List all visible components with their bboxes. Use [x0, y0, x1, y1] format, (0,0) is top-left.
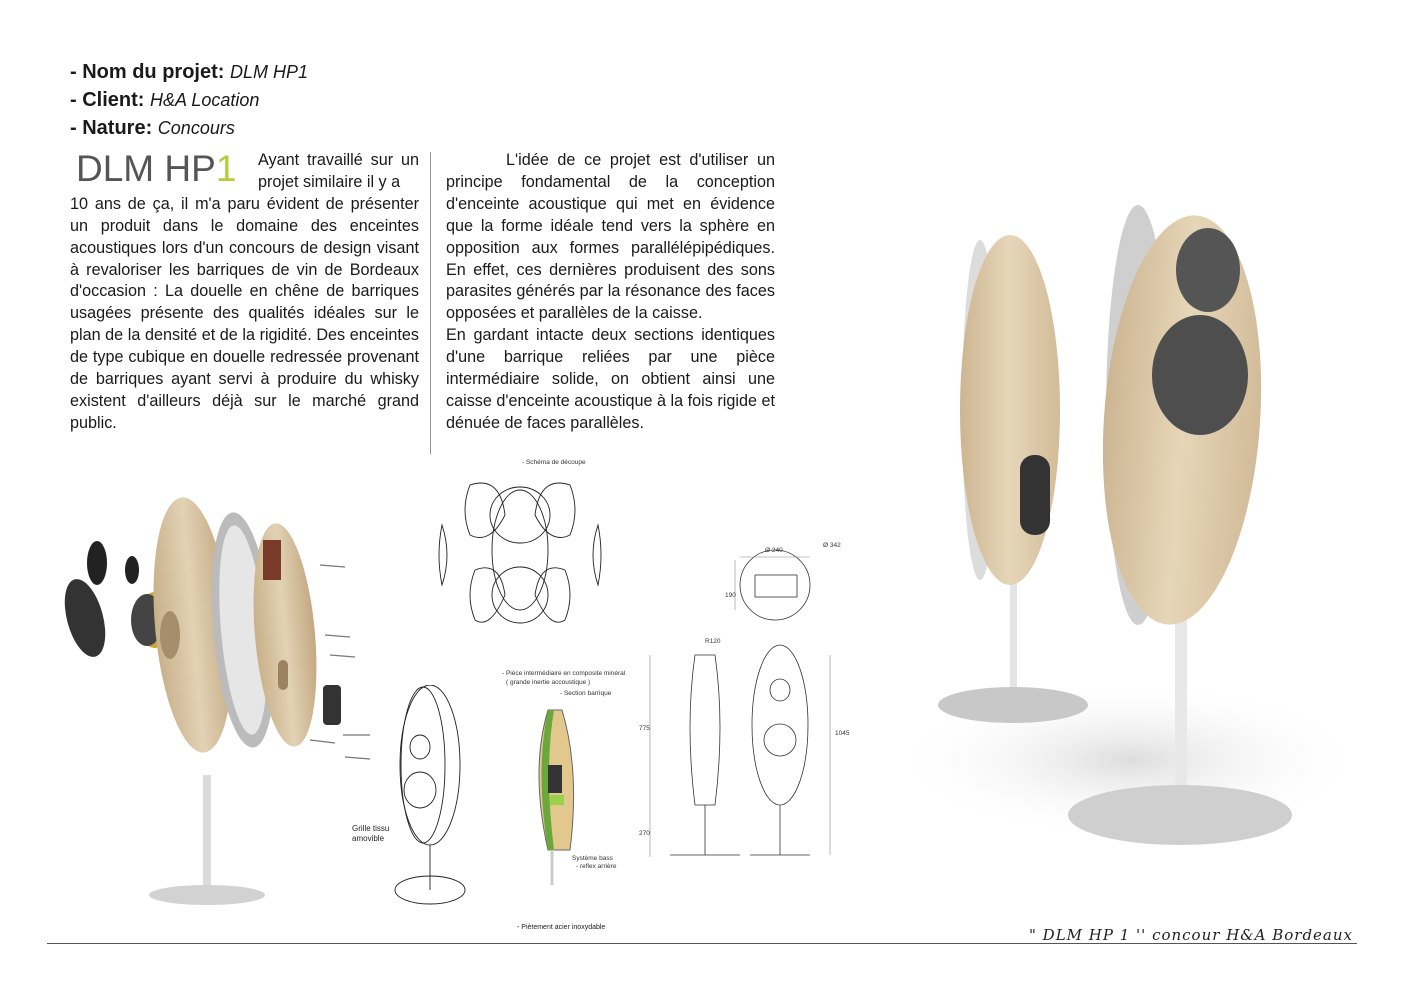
pietement-label: - Piètement acier inoxydable [517, 924, 606, 931]
product-render [900, 110, 1380, 850]
title-main: DLM HP [76, 148, 216, 189]
project-value: DLM HP1 [230, 62, 309, 82]
dim-342: Ø 342 [823, 542, 841, 549]
dim-1045: 1045 [835, 730, 850, 737]
project-label: - Nom du projet: [70, 61, 225, 83]
section-label: - Section barrique [560, 690, 612, 697]
column-divider [430, 152, 431, 454]
dim-190: 190 [725, 592, 736, 599]
text-column-2 [446, 150, 775, 435]
col2-paragraph-1: L'idée de ce projet est d'utiliser un principe fondamental de la conception d'enceinte acoustique qui met en évidence que la forme idéale tend vers la sphère en opposition aux formes parallélépipédiques. En effet, ces dernières produisent des sons parasites générés par la résonance des faces opposées et parallèles de la caisse. [446, 151, 775, 323]
nature-row [70, 114, 308, 142]
cutting-scheme-drawing [430, 455, 610, 655]
dim-r120: R120 [705, 638, 721, 645]
footer-signature: " DLM HP 1 '' concour H&A Bordeaux [1029, 926, 1353, 944]
project-name-row [70, 58, 308, 86]
col1-body: 10 ans de ça, il m'a paru évident de présenter un produit dans le domaine des enceintes acoustiques lors d'un concours de design visant à revaloriser les barriques de vin de Bordeaux d'occasion : La douelle en chêne de barriques usagées présente des qualités idéales sur le plan de la densité et de la rigidité. Des enceintes de type cubique en douelle redressée provenant de barriques ayant servi à produire du whisky existent d'ailleurs déjà sur le marché grand public. [70, 194, 419, 432]
dim-240: Ø 240 [765, 547, 783, 554]
title-accent: 1 [215, 148, 237, 189]
col2-paragraph-2: En gardant intacte deux sections identiques d'une barrique reliées par une pièce intermédiaire solide, on obtient ainsi une caisse d'enceinte acoustique à la fois rigide et dénuée de faces parallèles. [446, 326, 775, 432]
client-value: H&A Location [150, 90, 260, 110]
nature-label: - Nature: [70, 117, 153, 139]
dim-270: 270 [639, 830, 650, 837]
technical-drawing [625, 535, 875, 875]
nature-value: Concours [157, 118, 235, 138]
section-view-drawing [500, 670, 630, 910]
grille-label: Grille tissu amovible [352, 824, 390, 843]
col1-intro: Ayant travaillé sur un projet similaire il y a [258, 151, 419, 191]
schema-label: - Schéma de découpe [522, 459, 586, 466]
dim-775: 775 [639, 725, 650, 732]
project-meta [70, 58, 308, 142]
text-column-1 [70, 150, 419, 435]
svg-text:Système bass: Système bass [572, 855, 613, 862]
client-row [70, 86, 308, 114]
svg-text:( grande inertie accoustique ): ( grande inertie accoustique ) [506, 679, 591, 686]
wireframe-front-view [325, 685, 495, 915]
svg-text:- reflex arrière: - reflex arrière [576, 863, 617, 870]
piece-label: - Pièce intermédiaire en composite minéral [502, 670, 626, 677]
client-label: - Client: [70, 89, 145, 111]
